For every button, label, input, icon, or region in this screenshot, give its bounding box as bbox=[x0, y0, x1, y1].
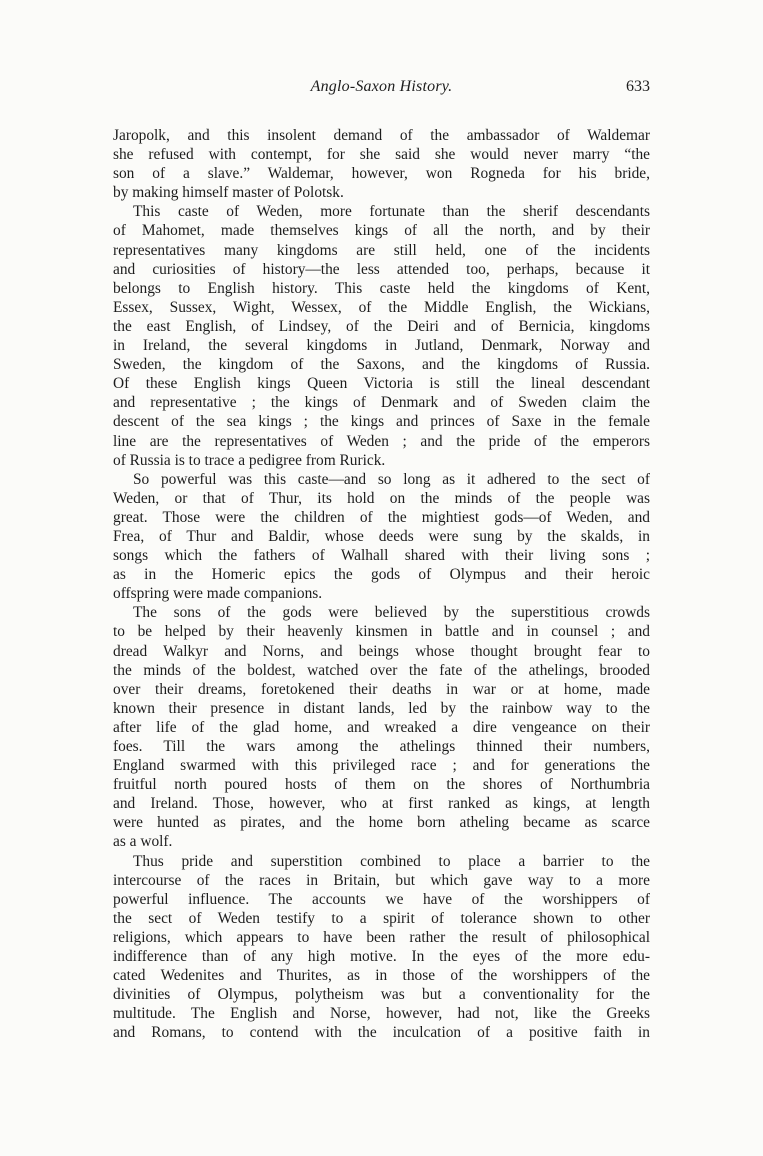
text-line: in Ireland, the several kingdoms in Jutland, Denmark, Norway and bbox=[113, 337, 650, 355]
text-line: as a wolf. bbox=[113, 833, 173, 851]
text-line: the east English, of Lindsey, of the Deiri and of Bernicia, kingdoms bbox=[113, 317, 650, 335]
text-line: offspring were made companions. bbox=[113, 585, 323, 603]
text-line: line are the representatives of Weden ; and the pride of the emperors bbox=[113, 432, 650, 450]
text-line: indifference than of any high motive. In the eyes of the more edu- bbox=[113, 948, 650, 966]
text-line: and Ireland. Those, however, who at first ranked as kings, at length bbox=[113, 795, 650, 813]
text-line: Essex, Sussex, Wight, Wessex, of the Middle English, the Wickians, bbox=[113, 298, 650, 316]
text-line: dread Walkyr and Norns, and beings whose thought brought fear to bbox=[113, 642, 650, 660]
text-line: the minds of the boldest, watched over the fate of the athelings, brooded bbox=[113, 661, 650, 679]
text-line: belongs to English history. This caste held the kingdoms of Kent, bbox=[113, 279, 650, 297]
text-line: divinities of Olympus, polytheism was but a conventionality for the bbox=[113, 986, 650, 1004]
text-line: after life of the glad home, and wreaked a dire vengeance on their bbox=[113, 718, 650, 736]
text-line: Weden, or that of Thur, its hold on the minds of the people was bbox=[113, 489, 650, 507]
text-line: great. Those were the children of the mightiest gods—of Weden, and bbox=[113, 508, 650, 526]
text-line: over their dreams, foretokened their deaths in war or at home, made bbox=[113, 680, 650, 698]
text-line: England swarmed with this privileged race ; and for generations the bbox=[113, 757, 650, 775]
text-line: intercourse of the races in Britain, but which gave way to a more bbox=[113, 871, 650, 889]
text-line: as in the Homeric epics the gods of Olympus and their heroic bbox=[113, 566, 650, 584]
page-number: 633 bbox=[626, 78, 650, 95]
text-line: Of these English kings Queen Victoria is still the lineal descendant bbox=[113, 375, 650, 393]
text-line: fruitful north poured hosts of them on the shores of Northumbria bbox=[113, 776, 650, 794]
running-title: Anglo-Saxon History. bbox=[310, 78, 453, 95]
text-line: she refused with contempt, for she said she would never marry “the bbox=[113, 146, 650, 164]
text-line: cated Wedenites and Thurites, as in those of the worshippers of the bbox=[113, 967, 650, 985]
text-line: and representative ; the kings of Denmark and of Sweden claim the bbox=[113, 394, 650, 412]
text-line: and Romans, to contend with the inculcation of a positive faith in bbox=[113, 1024, 650, 1042]
text-line: representatives many kingdoms are still held, one of the incidents bbox=[113, 241, 650, 259]
text-line: of Mahomet, made themselves kings of all the north, and by their bbox=[113, 222, 650, 240]
text-line: religions, which appears to have been rather the result of philosophical bbox=[113, 928, 650, 946]
text-line: known their presence in distant lands, led by the rainbow way to the bbox=[113, 699, 650, 717]
text-line: foes. Till the wars among the athelings thinned their numbers, bbox=[113, 738, 650, 755]
text-line: of Russia is to trace a pedigree from Rurick. bbox=[113, 451, 386, 469]
body-text bbox=[113, 126, 650, 1043]
page-header bbox=[113, 78, 650, 102]
text-line: descent of the sea kings ; the kings and princes of Saxe in the female bbox=[113, 413, 650, 431]
text-line: Thus pride and superstition combined to place a barrier to the bbox=[133, 852, 650, 870]
text-line: Jaropolk, and this insolent demand of the ambassador of Waldemar bbox=[113, 127, 650, 144]
text-line: This caste of Weden, more fortunate than the sherif descendants bbox=[133, 203, 650, 221]
text-line: The sons of the gods were believed by the superstitious crowds bbox=[133, 604, 650, 622]
text-line: and curiosities of history—the less attended too, perhaps, because it bbox=[113, 260, 650, 278]
text-line: were hunted as pirates, and the home born atheling became as scarce bbox=[113, 814, 650, 832]
text-line: songs which the fathers of Walhall shared with their living sons ; bbox=[113, 547, 650, 565]
text-line: by making himself master of Polotsk. bbox=[113, 184, 344, 202]
text-line: Frea, of Thur and Baldir, whose deeds were sung by the skalds, in bbox=[113, 527, 650, 545]
text-line: son of a slave.” Waldemar, however, won Rogneda for his bride, bbox=[113, 165, 650, 183]
text-line: multitude. The English and Norse, however, had not, like the Greeks bbox=[113, 1005, 650, 1023]
text-line: powerful influence. The accounts we have of the worshippers of bbox=[113, 890, 650, 908]
text-line: to be helped by their heavenly kinsmen in battle and in counsel ; and bbox=[113, 623, 650, 641]
text-line: the sect of Weden testify to a spirit of tolerance shown to other bbox=[113, 909, 650, 927]
text-line: So powerful was this caste—and so long as it adhered to the sect of bbox=[133, 470, 650, 488]
text-line: Sweden, the kingdom of the Saxons, and the kingdoms of Russia. bbox=[113, 356, 650, 374]
